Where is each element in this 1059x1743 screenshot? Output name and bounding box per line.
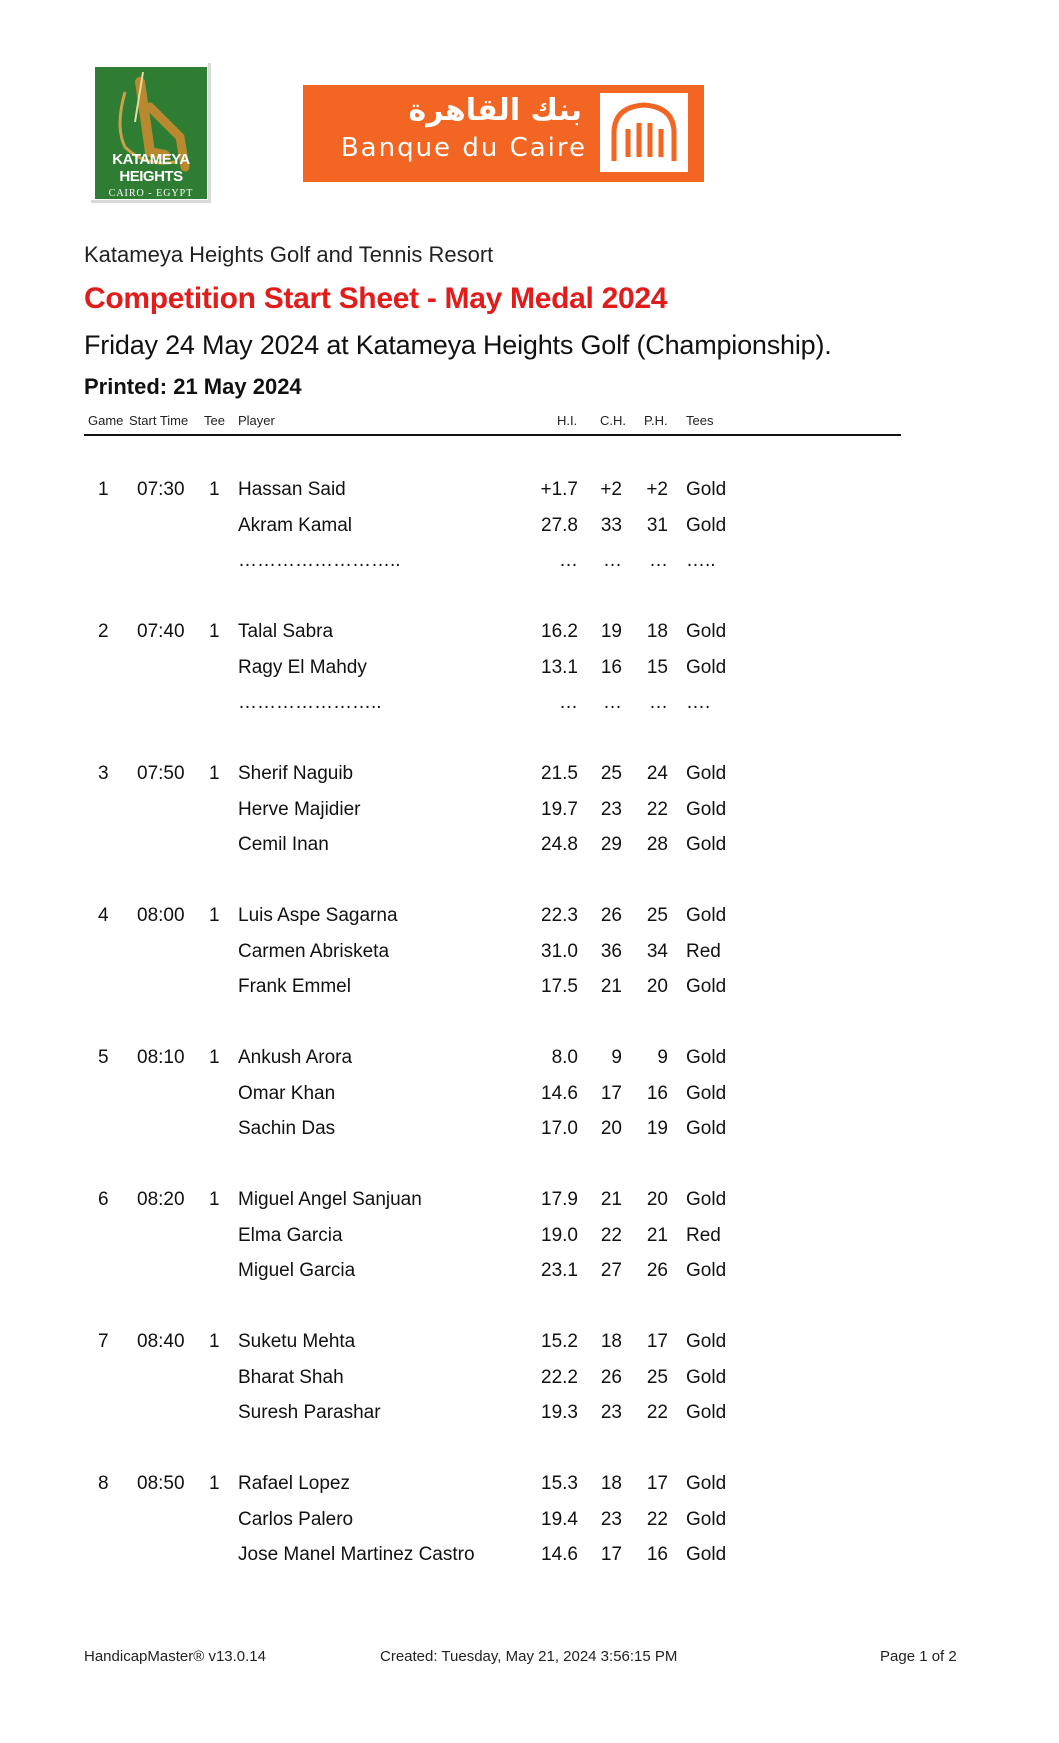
player-name: Miguel Angel Sanjuan [238, 1189, 422, 1210]
playing-handicap: 17 [646, 1331, 668, 1352]
start-time: 07:30 [137, 479, 185, 500]
tees-color: Gold [686, 1366, 727, 1388]
player-name: Suresh Parashar [238, 1402, 381, 1423]
column-header-hi: H.I. [557, 413, 578, 428]
tees-color: Gold [686, 1544, 727, 1565]
playing-handicap: 16 [646, 1082, 668, 1104]
course-handicap: 29 [600, 834, 622, 855]
player-name: Suketu Mehta [238, 1331, 356, 1352]
playing-handicap: 34 [646, 940, 668, 962]
tee-number: 1 [209, 905, 220, 926]
playing-handicap: 31 [646, 514, 668, 536]
playing-handicap: … [649, 692, 668, 713]
handicap-index: 14.6 [541, 1082, 578, 1104]
handicap-index: 14.6 [541, 1544, 578, 1565]
player-name: Talal Sabra [238, 621, 334, 642]
game-number: 1 [98, 479, 109, 500]
handicap-index: 19.7 [541, 798, 578, 820]
playing-handicap: 26 [646, 1260, 668, 1281]
course-handicap: 23 [600, 1402, 622, 1423]
start-time: 08:00 [137, 905, 185, 926]
course-handicap: 16 [600, 656, 622, 678]
handicap-index: 15.2 [541, 1331, 578, 1352]
column-header-tees: Tees [686, 413, 714, 428]
tees-color: Gold [686, 1402, 727, 1423]
game-number: 6 [98, 1189, 109, 1210]
start-time: 08:10 [137, 1047, 185, 1068]
playing-handicap: +2 [646, 479, 668, 500]
tees-color: Gold [686, 1473, 727, 1494]
handicap-index: 13.1 [541, 656, 578, 678]
course-handicap: … [603, 692, 622, 713]
playing-handicap: 9 [657, 1047, 668, 1068]
tees-color: Gold [686, 834, 727, 855]
tees-color: Gold [686, 976, 727, 997]
player-name: Luis Aspe Sagarna [238, 905, 398, 926]
printed-date: Printed: 21 May 2024 [84, 374, 302, 399]
header-divider [84, 434, 901, 436]
venue-name: Katameya Heights Golf and Tennis Resort [84, 242, 494, 267]
tees-color: Gold [686, 514, 727, 536]
club-logo-text: KATAMEYA HEIGHTS [112, 151, 190, 185]
tees-color: Gold [686, 656, 727, 678]
course-handicap: 36 [600, 940, 622, 962]
tee-number: 1 [209, 621, 220, 642]
tees-color: Gold [686, 1189, 727, 1210]
playing-handicap: 15 [646, 656, 668, 678]
course-handicap: … [603, 550, 622, 571]
competition-date: Friday 24 May 2024 at Katameya Heights Golf (Championship). [84, 330, 832, 360]
playing-handicap: 21 [646, 1224, 668, 1246]
game-number: 8 [98, 1473, 109, 1494]
course-handicap: 17 [600, 1082, 622, 1104]
handicap-index: 21.5 [541, 763, 578, 784]
player-name: Carlos Palero [238, 1508, 354, 1530]
course-handicap: 18 [600, 1331, 622, 1352]
playing-handicap: 24 [646, 763, 668, 784]
column-header-tee: Tee [204, 413, 225, 428]
course-handicap: 20 [600, 1118, 622, 1139]
handicap-index: 15.3 [541, 1473, 578, 1494]
course-handicap: 26 [600, 905, 622, 926]
game-number: 4 [98, 905, 109, 926]
handicap-index: 31.0 [541, 940, 578, 962]
course-handicap: 33 [600, 514, 622, 536]
game-number: 2 [98, 621, 109, 642]
tees-color: …. [686, 692, 711, 713]
tees-color: Gold [686, 621, 727, 642]
handicap-index: 19.0 [541, 1224, 578, 1246]
handicap-index: … [559, 692, 578, 713]
footer-software: HandicapMaster® v13.0.14 [84, 1648, 266, 1665]
handicap-index: 22.2 [541, 1366, 578, 1388]
handicap-index: 17.9 [541, 1189, 578, 1210]
column-header-game: Game [88, 413, 124, 428]
course-handicap: 25 [600, 763, 622, 784]
playing-handicap: 19 [646, 1118, 668, 1139]
player-name: …………………….. [238, 550, 401, 571]
tees-color: Gold [686, 1331, 727, 1352]
tee-number: 1 [209, 479, 220, 500]
course-handicap: 26 [600, 1366, 622, 1388]
footer-page-number: Page 1 of 2 [880, 1648, 957, 1665]
course-handicap: 23 [600, 798, 622, 820]
playing-handicap: 16 [646, 1544, 668, 1565]
player-name: Herve Majidier [238, 798, 361, 820]
club-logo-subtext: CAIRO - EGYPT [108, 188, 194, 199]
playing-handicap: 17 [646, 1473, 668, 1494]
tees-color: Gold [686, 798, 727, 820]
game-number: 3 [98, 763, 109, 784]
player-name: Elma Garcia [238, 1224, 343, 1246]
player-name: Sachin Das [238, 1118, 336, 1139]
course-handicap: 22 [600, 1224, 622, 1246]
start-time: 08:50 [137, 1473, 185, 1494]
handicap-index: 8.0 [551, 1047, 578, 1068]
game-number: 5 [98, 1047, 109, 1068]
handicap-index: 19.4 [541, 1508, 578, 1530]
playing-handicap: 25 [646, 905, 668, 926]
column-header-ch: C.H. [600, 413, 626, 428]
start-time: 08:40 [137, 1331, 185, 1352]
handicap-index: 17.0 [541, 1118, 578, 1139]
player-name: Rafael Lopez [238, 1473, 350, 1494]
player-name: Cemil Inan [238, 834, 329, 855]
handicap-index: 17.5 [541, 976, 578, 997]
course-handicap: 27 [600, 1260, 622, 1281]
footer-created: Created: Tuesday, May 21, 2024 3:56:15 PM [380, 1648, 678, 1665]
start-time: 07:50 [137, 763, 185, 784]
tees-color: Gold [686, 763, 727, 784]
handicap-index: 22.3 [541, 905, 578, 926]
competition-title: Competition Start Sheet - May Medal 2024 [84, 282, 668, 315]
handicap-index: 27.8 [541, 514, 578, 536]
handicap-index: 19.3 [541, 1402, 578, 1423]
course-handicap: 17 [600, 1544, 622, 1565]
tees-color: Gold [686, 1508, 727, 1530]
handicap-index: 23.1 [541, 1260, 578, 1281]
player-name: Akram Kamal [238, 514, 353, 536]
player-name: Ankush Arora [238, 1047, 353, 1068]
katameya-heights-logo [91, 63, 211, 203]
banque-du-caire-logo [303, 85, 704, 182]
tees-color: Gold [686, 1082, 727, 1104]
player-name: Sherif Naguib [238, 763, 354, 784]
column-header-start-time: Start Time [129, 413, 189, 428]
player-name: Omar Khan [238, 1082, 336, 1104]
player-name: Carmen Abrisketa [238, 940, 390, 962]
course-handicap: 18 [600, 1473, 622, 1494]
playing-handicap: 20 [646, 1189, 668, 1210]
bank-logo-arabic: بنك القاهرة [408, 93, 582, 128]
tees-color: Gold [686, 1260, 727, 1281]
tees-color: Red [686, 940, 721, 962]
tee-number: 1 [209, 1047, 220, 1068]
tees-color: Gold [686, 479, 727, 500]
playing-handicap: 28 [646, 834, 668, 855]
tee-number: 1 [209, 763, 220, 784]
player-name: Jose Manel Martinez Castro [238, 1544, 475, 1565]
tees-color: ….. [686, 550, 716, 571]
playing-handicap: 25 [646, 1366, 668, 1388]
player-name: Miguel Garcia [238, 1260, 356, 1281]
player-name: ………………….. [238, 692, 382, 713]
tee-number: 1 [209, 1331, 220, 1352]
tees-color: Red [686, 1224, 721, 1246]
bank-logo-latin: Banque du Caire [340, 133, 587, 163]
column-header-ph: P.H. [644, 413, 668, 428]
tee-number: 1 [209, 1189, 220, 1210]
playing-handicap: 22 [646, 798, 668, 820]
playing-handicap: 22 [646, 1402, 668, 1423]
playing-handicap: 20 [646, 976, 668, 997]
course-handicap: 9 [611, 1047, 622, 1068]
player-name: Hassan Said [238, 479, 346, 500]
player-name: Ragy El Mahdy [238, 656, 367, 678]
course-handicap: 21 [600, 1189, 622, 1210]
playing-handicap: 22 [646, 1508, 668, 1530]
course-handicap: +2 [600, 479, 622, 500]
bank-arch-icon [600, 93, 688, 172]
handicap-index: 24.8 [541, 834, 578, 855]
handicap-index: 16.2 [541, 621, 578, 642]
handicap-index: … [559, 550, 578, 571]
player-name: Frank Emmel [238, 976, 351, 997]
course-handicap: 21 [600, 976, 622, 997]
playing-handicap: … [649, 550, 668, 571]
game-number: 7 [98, 1331, 109, 1352]
tee-number: 1 [209, 1473, 220, 1494]
start-time: 07:40 [137, 621, 185, 642]
tees-color: Gold [686, 1047, 727, 1068]
tees-color: Gold [686, 905, 727, 926]
course-handicap: 23 [600, 1508, 622, 1530]
start-time: 08:20 [137, 1189, 185, 1210]
course-handicap: 19 [600, 621, 622, 642]
column-header-player: Player [238, 413, 275, 428]
tees-color: Gold [686, 1118, 727, 1139]
playing-handicap: 18 [646, 621, 668, 642]
handicap-index: +1.7 [540, 479, 578, 500]
player-name: Bharat Shah [238, 1366, 344, 1388]
